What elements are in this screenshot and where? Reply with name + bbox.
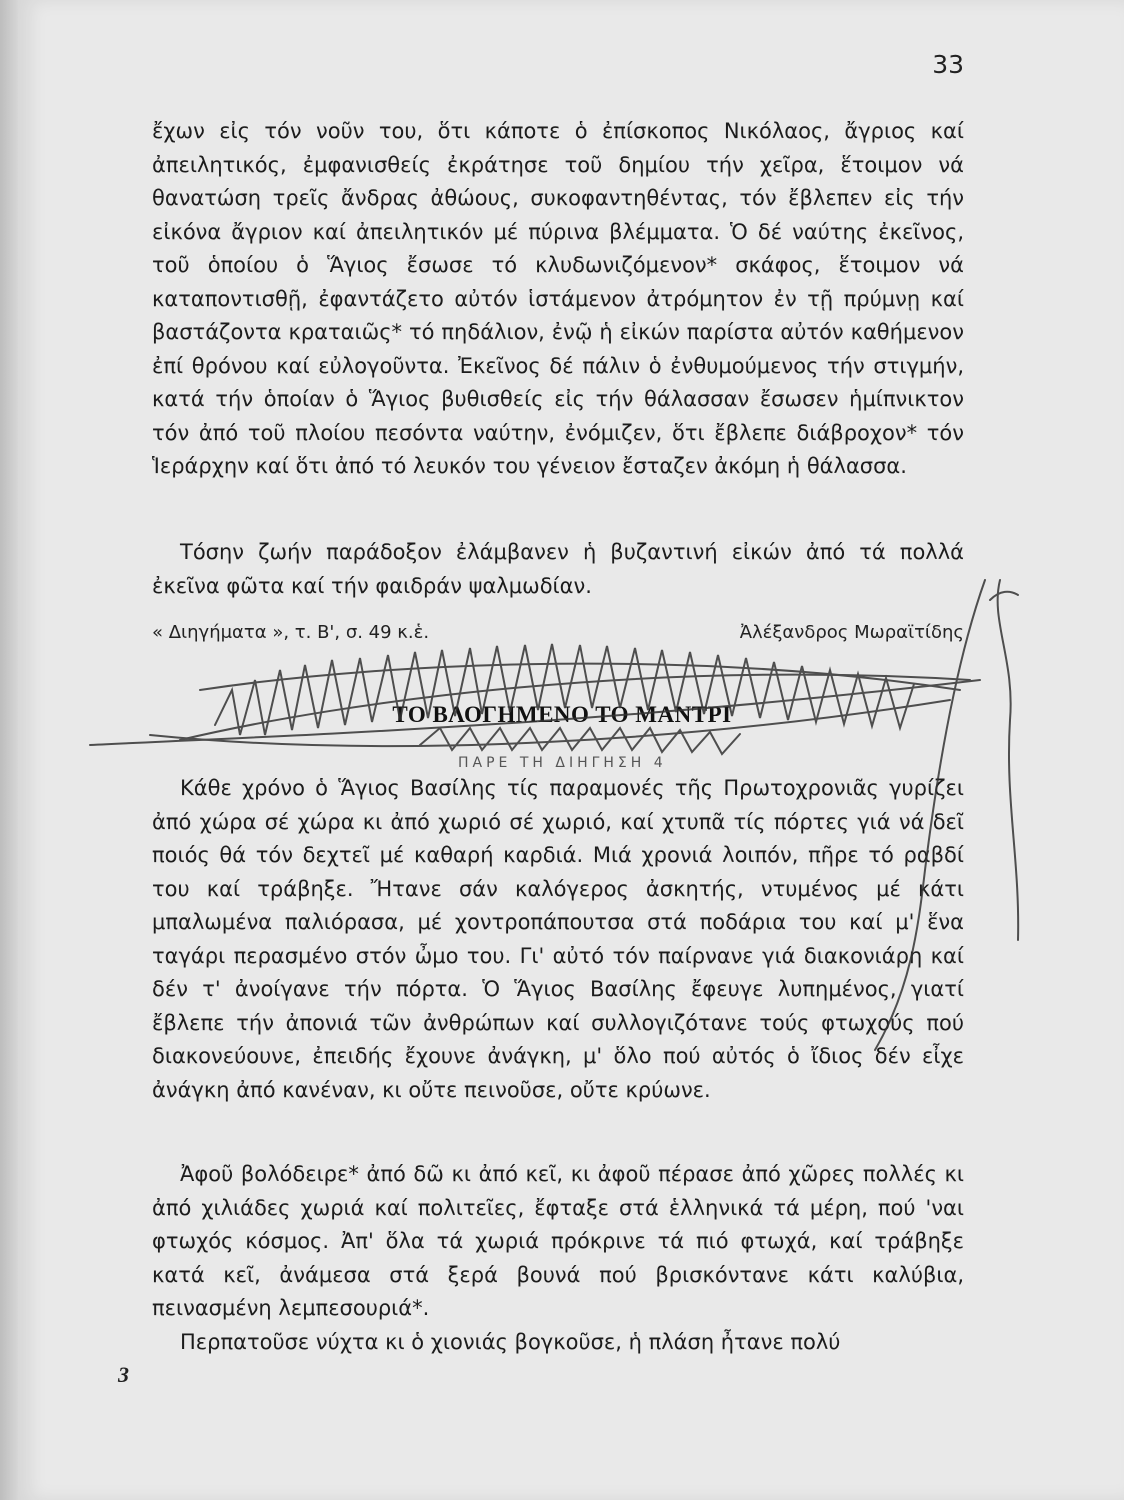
citation-source: « Διηγήματα », τ. Β', σ. 49 κ.ἑ. xyxy=(152,622,430,643)
page-number: 33 xyxy=(932,50,964,79)
paragraph-2: Τόσην ζωήν παράδοξον ἐλάμβανεν ἡ βυζαντινή εἰκών ἀπό τά πολλά ἐκεῖνα φῶτα καί τήν φαιδράν ψαλμωδίαν. xyxy=(152,540,964,598)
paragraph-4: Ἀφοῦ βολόδειρε* ἀπό δῶ κι ἀπό κεῖ, κι ἀφοῦ πέρασε ἀπό χῶρες πολλές κι ἀπό χιλιάδες χωριά καί πολιτεῖες, ἔφταξε στά ἑλληνικά τά μέρη, πού 'ναι φτωχός κόσμος. Ἀπ' ὅλα τά χωριά πρόκρινε τά πιό φτωχά, καί τράβηξε κατά κεῖ, ἀνάμεσα στά ξερά βουνά πού βρισκόντανε κάτι καλύβια, πεινασμένη λεμπεσουριά*. xyxy=(152,1162,964,1320)
citation xyxy=(152,622,964,643)
handwritten-note: ΠΑΡΕ ΤΗ ΔΙΗΓΗΣΗ 4 xyxy=(458,755,667,771)
section-heading: ΤΟ ΒΛΟΓΗΜΕΝΟ ΤΟ ΜΑΝΤΡΙ xyxy=(392,702,732,727)
paragraph-3: Κάθε χρόνο ὁ Ἅγιος Βασίλης τίς παραμονές τῆς Πρωτοχρονιᾶς γυρίζει ἀπό χώρα σέ χώρα κι ἀπό χωριό σέ χωριό, καί χτυπᾶ τίς πόρτες γιά νά δεῖ ποιός θά τόν δεχτεῖ μέ καθαρή καρδιά. Μιά χρονιά λοιπόν, πῆρε τό ραβδί του καί τράβηξε. Ἤτανε σάν καλόγερος ἀσκητής, ντυμένος μέ κάτι μπαλωμένα παλιόρασα, μέ χοντροπάπουτσα στά ποδάρια του καί μ' ἕνα ταγάρι περασμένο στόν ὦμο του. Γι' αὐτό τόν παίρνανε γιά διακονιάρη καί δέν τ' ἀνοίγανε τήν πόρτα. Ὁ Ἅγιος Βασίλης ἔφευγε λυπημένος, γιατί ἔβλεπε τήν ἀπονιά τῶν ἀνθρώπων καί συλλογιζότανε τούς φτωχούς πού διακονεύουνε, ἐπειδής ἔχουνε ἀνάγκη, μ' ὅλο πού αὐτός ὁ ἴδιος δέν εἶχε ἀνάγκη ἀπό κανέναν, κι οὔτε πεινοῦσε, οὔτε κρύωνε. xyxy=(152,776,964,1102)
page-binding-edge xyxy=(0,0,18,1500)
signature-mark: 3 xyxy=(118,1362,129,1387)
paragraph-5: Περπατοῦσε νύχτα κι ὁ χιονιάς βογκοῦσε, ἡ πλάση ἦτανε πολύ xyxy=(180,1330,841,1354)
paragraph-1: ἔχων εἰς τόν νοῦν του, ὅτι κάποτε ὁ ἐπίσκοπος Νικόλαος, ἄγριος καί ἀπειλητικός, ἐμφανισθείς ἐκράτησε τοῦ δημίου τήν χεῖρα, ἕτοιμον νά θανατώση τρεῖς ἄνδρας ἀθώους, συκοφαντηθέντας, τόν ἔβλεπεν εἰς τήν εἰκόνα ἄγριον καί ἀπειλητικόν μέ πύρινα βλέμματα. Ὁ δέ ναύτης ἐκεῖνος, τοῦ ὁποίου ὁ Ἅγιος ἔσωσε τό κλυδωνιζόμενον* σκάφος, ἕτοιμον νά καταποντισθῇ, ἐφαντάζετο αὐτόν ἱστάμενον ἀτρόμητον ἐν τῇ πρύμνῃ καί βαστάζοντα κραταιῶς* τό πηδάλιον, ἐνῷ ἡ εἰκών παρίστα αὐτόν καθήμενον ἐπί θρόνου καί εὐλογοῦντα. Ἐκεῖνος δέ πάλιν ὁ ἐνθυμούμενος τήν στιγμήν, κατά τήν ὁποίαν ὁ Ἅγιος βυθισθείς εἰς τήν θάλασσαν ἔσωσεν ἡμίπνικτον τόν ἀπό τοῦ πλοίου πεσόντα ναύτην, ἐνόμιζεν, ὅτι ἔβλεπε διάβροχον* τόν Ἱεράρχην καί ὅτι ἀπό τό λευκόν του γένειον ἔσταζεν ἀκόμη ἡ θάλασσα. xyxy=(152,119,964,478)
citation-author: Ἀλέξανδρος Μωραϊτίδης xyxy=(739,622,964,643)
